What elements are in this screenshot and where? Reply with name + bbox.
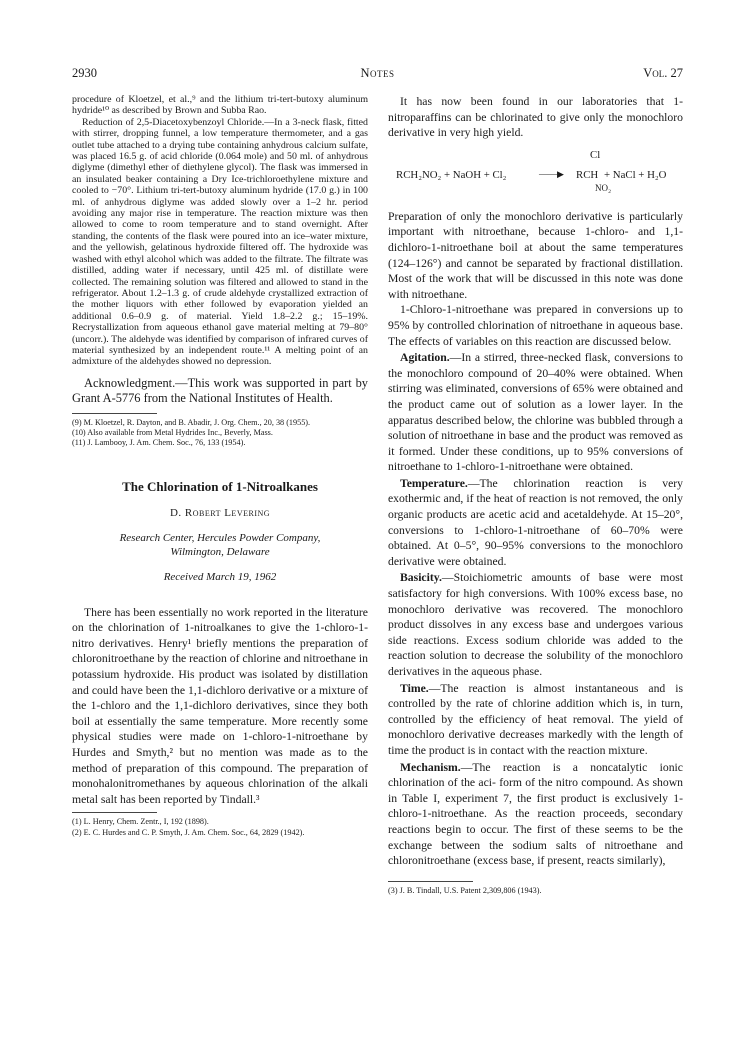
body-paragraph: It has now been found in our laboratories that 1-nitroparaffins can be chlorinated to give only the monochloro derivative in very high yield. (388, 95, 683, 140)
section-text: —In a stirred, three-necked flask, conversions to the monochloro compound of 20–40% were obtained. When stirring was eliminated, conversions of 65% were obtained and the product came out of solution as a lower layer. In the apparatus described below, the chlorine was bubbled through a solution of nitroethane in base and the product was removed as it formed. Under these conditions, up to 95% conversions of nitroethane to 1-chloro-1-nitroethane were obtained. (388, 351, 683, 474)
footnote: (2) E. C. Hurdes and C. P. Smyth, J. Am. Chem. Soc., 64, 2829 (1942). (72, 827, 305, 837)
section-heading: Mechanism. (400, 760, 461, 774)
reaction-arrow: ——▶ (539, 168, 564, 179)
section-mechanism (388, 760, 683, 869)
footnote: (11) J. Lambooy, J. Am. Chem. Soc., 76, 133 (1954). (72, 438, 246, 448)
footnote-divider (72, 413, 157, 414)
body-paragraph: 1-Chloro-1-nitroethane was prepared in conversions up to 95% by controlled chlorination of nitroethane in aqueous base. The effects of variables on this reaction are discussed below. (388, 303, 683, 348)
body-paragraph: Preparation of only the monochloro derivative is particularly important with nitroethane, because 1-chloro- and 1,1-dichloro-1-nitroethane boil at about the same temperatures (124–126°) and cannot be separated by fractional distillation. Most of the work that will be discussed in this note was done with nitroethane. (388, 209, 683, 301)
section-heading: Temperature. (400, 476, 468, 490)
section-heading: Basicity. (400, 571, 442, 585)
section-text: —The reaction is almost instantaneous and is controlled by the rate of chlorine addition which is, in turn, controlled by the efficiency of heat removal. The yield of monochloro derivative decreases markedly with the length of time the product is in contact with the reaction mixture. (388, 681, 683, 757)
section-text: —Stoichiometric amounts of base were most satisfactory for high conversions. With 100% excess base, no monochloro derivative was recovered. The monochloro product dissolves in any excess base and undergoes various side reactions. Excess sodium chloride was added to the reaction solution to decrease the solubility of the monochloro derivatives in the aqueous phase. (388, 571, 683, 678)
experimental-section (72, 94, 368, 368)
left-column (72, 94, 368, 838)
received-date: Received March 19, 1962 (163, 570, 277, 583)
equation-byproducts: + NaCl + H₂O (604, 168, 667, 181)
article-title: The Chlorination of 1-Nitroalkanes (122, 478, 318, 494)
reaction-equation (388, 145, 683, 205)
section-temperature (388, 476, 683, 570)
body-paragraph: There has been essentially no work reported in the literature on the chlorination of 1-nitroalkanes to give the 1-chloro-1-nitro derivatives. Henry¹ briefly mentions the preparation of chloronitroethane by the reaction of chlorine and nitroethane in potassium hydroxide. His product was isolated by distillation and could have been the 1,1-dichloro derivative or a mixture of the 1-chloro and the 1,1-dichloro derivatives, since they both boil at essentially the same temperature. More recently some physical studies were made on 1-chloro-1-nitroethane by Hurdes and Smyth,² but no mention was made as to the method of preparation of this compound. The preparation of monohalonitromethanes by aqueous chlorination of the alkali metal salt has been reported by Tindall.³ (72, 605, 368, 806)
acknowledgment: Acknowledgment.—This work was supported in part by Grant A-5776 from the National Institutes of Health. (72, 375, 368, 406)
footnote: (10) Also available from Metal Hydrides Inc., Beverly, Mass. (72, 428, 273, 438)
footnote-divider (72, 812, 157, 813)
affiliation-line: Research Center, Hercules Powder Company, (119, 531, 321, 544)
right-column (388, 94, 683, 896)
footnote: (1) L. Henry, Chem. Zentr., I, 192 (1898). (72, 817, 209, 827)
section-title: Notes (360, 66, 395, 80)
section-heading: Agitation. (400, 351, 450, 365)
running-header (72, 66, 683, 82)
section-time (388, 681, 683, 759)
author-name: D. Robert Levering (169, 506, 271, 519)
equation-product: RCH (576, 168, 599, 181)
section-agitation (388, 350, 683, 475)
section-heading: Time. (400, 681, 429, 695)
footnote-divider (388, 881, 473, 882)
affiliation-line: Wilmington, Delaware (170, 545, 270, 558)
equation-nitro-substituent: NO₂ (595, 182, 612, 193)
experimental-paragraph: procedure of Kloetzel, et al.,⁹ and the lithium tri-tert-butoxy aluminum hydride¹⁰ as described by Brown and Subba Rao. (72, 94, 368, 117)
experimental-paragraph: Reduction of 2,5-Diacetoxybenzoyl Chloride.—In a 3-neck flask, fitted with stirrer, dropping funnel, a low temperature thermometer, and a gas outlet tube attached to a drying tube containing anhydrous calcium sulfate, was placed 16.5 g. of acid chloride (0.064 mole) and 50 ml. of anhydrous diglyme (dimethyl ether of diethylene glycol). The flask was immersed in an insulated beaker containing a Dry Ice-trichloroethylene mixture and cooled to −70°. Lithium tri-tert-butoxy aluminum hydride (17.0 g.) in 100 ml. of anhydrous diglyme was added slowly over a 1–2 hr. period avoiding any major rise in temperature. The reaction mixture was then allowed to come to room temperature and to stand overnight. After standing, the contents of the flask were poured into an ice–water mixture, and the yellowish, gelatinous hydroxide filtered off. The hydroxide was washed with ethyl alcohol which was added to the filtrate. The filtrate was distilled, adding water if necessary, until 425 ml. of distillate were collected. The remaining solution was filtered and allowed to stand in the refrigerator. About 1.2–1.3 g. of crude aldehyde crystallized extraction of the mother liquors with ether followed by evaporation yielded an additional 0.6–0.9 g. of material. Yield 1.8–2.2 g.; 15–19%. Recrystallization from aqueous ethanol gave material melting at 79–80° (uncorr.). The aldehyde was identified by comparison of infrared curves of material synthesized by an independent route.¹¹ A melting point of an admixture of the aldehydes showed no depression. (72, 116, 368, 368)
equation-chlorine-substituent: Cl (590, 148, 601, 161)
page-number: 2930 (72, 66, 97, 80)
equation-reactants: RCH₂NO₂ + NaOH + Cl₂ (396, 168, 507, 181)
section-text: —The reaction is a noncatalytic ionic chlorination of the aci- form of the nitro compound. As shown in Table I, experiment 7, the first product is exclusively 1-chloro-1-nitroethane. As the reaction proceeds, secondary reactions begin to occur. The first of these seems to be the exchange between the sodium salts of nitroethane and chloronitroethane (excess base, if present, reacts similarly), (388, 760, 683, 868)
section-text: —The chlorination reaction is very exothermic and, if the heat of reaction is not removed, the only organic products are acetic acid and acetaldehyde. At 15–20°, conversions to 1-chloro-1-nitroethane of 60–70% were obtained. At 0–5°, 90–95% conversions to the monochloro derivative were obtained. (388, 476, 683, 568)
volume-label: Vol. 27 (643, 66, 683, 80)
affiliation (72, 531, 368, 559)
section-basicity (388, 570, 683, 679)
footnote: (9) M. Kloetzel, R. Dayton, and B. Abadir, J. Org. Chem., 20, 38 (1955). (72, 417, 311, 427)
footnote: (3) J. B. Tindall, U.S. Patent 2,309,806 (1943). (388, 885, 542, 895)
